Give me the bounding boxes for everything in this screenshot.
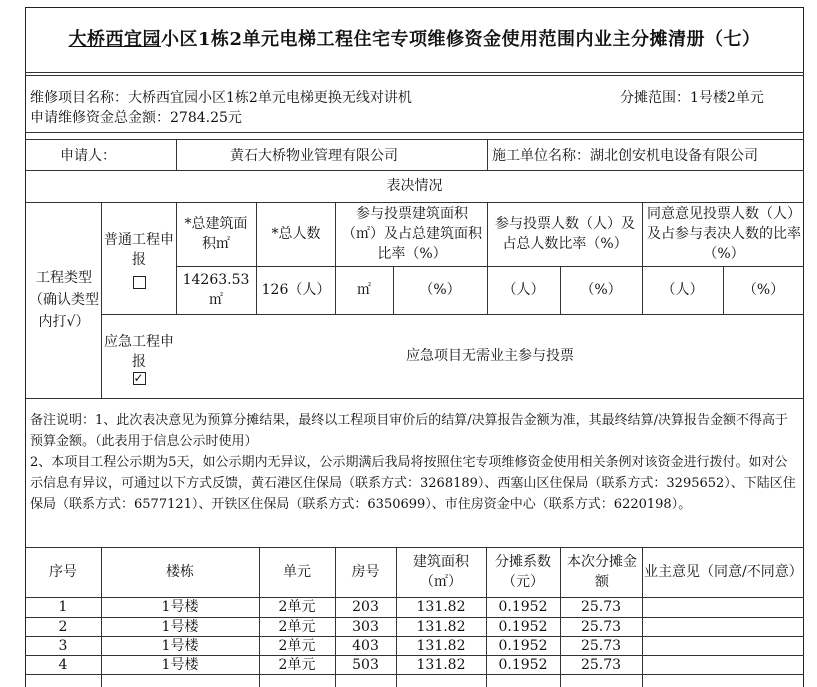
table-cell: 303 (352, 619, 379, 635)
table-header-index: 序号 (49, 564, 77, 580)
value-agree-unit: （人） (661, 282, 704, 298)
table-cell: 0.1952 (498, 619, 548, 635)
contractor: 施工单位名称：湖北创安机电设备有限公司 (492, 148, 758, 164)
col-total-people: *总人数 (271, 226, 321, 242)
table-cell: 403 (352, 638, 379, 654)
checkbox-checked-icon[interactable] (133, 372, 146, 385)
col-people-ratio: 参与投票人数（人）及占总人数比率（%） (495, 216, 635, 252)
col-area-ratio: 参与投票建筑面积（㎡）及占总建筑面积比率（%） (342, 206, 482, 262)
table-cell: 3 (58, 638, 68, 654)
table-cell: 1号楼 (161, 638, 199, 654)
note-line-1: 备注说明：1、此次表决意见为预算分摊结果，最终以工程项目审价后的结算/决算报告金额为准，其最终结算/决算报告金额不得高于预算金额。（此表用于信息公示时使用） (30, 413, 789, 449)
table-cell: 1号楼 (161, 619, 199, 635)
table-header-building: 楼栋 (166, 564, 194, 580)
allocation-scope: 分摊范围：1号楼2单元 (620, 90, 764, 106)
emergency-note: 应急项目无需业主参与投票 (406, 348, 574, 364)
table-cell: 25.73 (580, 657, 622, 673)
title-underlined-part: 大桥西宜园 (68, 29, 161, 50)
title-rest: 小区1栋2单元电梯工程住宅专项维修资金使用范围内业主分摊清册（七） (160, 29, 761, 50)
table-cell: 0.1952 (498, 657, 548, 673)
checkbox-icon[interactable] (133, 276, 146, 289)
table-cell: 131.82 (416, 619, 466, 635)
project-name: 维修项目名称：大桥西宜园小区1栋2单元电梯更换无线对讲机 (30, 90, 412, 106)
total-amount: 申请维修资金总金额：2784.25元 (30, 110, 242, 126)
value-agree-pct: （%） (742, 282, 785, 298)
table-header-coefficient: 分摊系数（元） (495, 554, 551, 590)
value-area-pct: （%） (419, 282, 461, 298)
emergency-project-label: 应急工程申报 (104, 334, 174, 370)
table-header-owner-opinion: 业主意见（同意/不同意） (644, 564, 803, 580)
normal-project-label: 普通工程申报 (104, 232, 174, 268)
table-cell: 25.73 (580, 599, 622, 615)
page-title (25, 30, 804, 50)
applicant-label: 申请人： (60, 148, 116, 164)
table-header-area: 建筑面积（㎡） (413, 554, 469, 590)
table-cell: 2单元 (278, 638, 316, 654)
table-cell: 4 (58, 657, 68, 673)
table-cell: 0.1952 (498, 599, 548, 615)
table-cell: 131.82 (416, 657, 466, 673)
value-total-people: 126（人） (261, 282, 331, 298)
note-line-2: 2、本项目工程公示期为5天，如公示期内无异议，公示期满后我局将按照住宅专项维修资金使用相关条例对该资金进行拨付。如对公示信息有异议，可通过以下方式反馈，黄石港区住保局（联系方式：3268189）、西塞山区住保局（联系方式：3295652）、下陆区住保局（联系方式：6577121）、开铁区住保局（联系方式：6350699）、市住房资金中心（联系方式：6220198）。 (30, 455, 796, 512)
value-total-area: 14263.53㎡ (182, 272, 250, 308)
table-cell: 131.82 (416, 599, 466, 615)
table-cell: 503 (352, 657, 379, 673)
table-header-amount: 本次分摊金额 (567, 554, 637, 590)
table-cell: 25.73 (580, 619, 622, 635)
emergency-project-checkbox[interactable] (103, 372, 175, 385)
table-cell: 0.1952 (498, 638, 548, 654)
project-type-label: 工程类型（确认类型内打√） (29, 270, 99, 330)
table-cell: 1 (58, 599, 68, 615)
vote-section-title: 表决情况 (386, 178, 443, 194)
normal-project-checkbox[interactable] (103, 276, 175, 289)
value-people-pct: （%） (580, 282, 622, 298)
value-area-unit: ㎡ (357, 282, 371, 298)
table-cell: 1号楼 (161, 657, 199, 673)
value-people-unit: （人） (502, 282, 545, 298)
table-cell: 1号楼 (161, 599, 199, 615)
table-cell: 203 (352, 599, 379, 615)
table-cell: 2 (58, 619, 68, 635)
table-cell: 2单元 (278, 657, 316, 673)
applicant-value: 黄石大桥物业管理有限公司 (230, 148, 398, 164)
col-agree-ratio: 同意意见投票人数（人）及占参与表决人数的比率（%） (647, 206, 801, 262)
table-cell: 2单元 (278, 619, 316, 635)
table-cell: 25.73 (580, 638, 622, 654)
col-total-area: *总建筑面积㎡ (184, 216, 248, 252)
table-cell: 2单元 (278, 599, 316, 615)
table-cell: 131.82 (416, 638, 466, 654)
table-header-room: 房号 (351, 564, 380, 580)
table-header-unit: 单元 (283, 564, 311, 580)
